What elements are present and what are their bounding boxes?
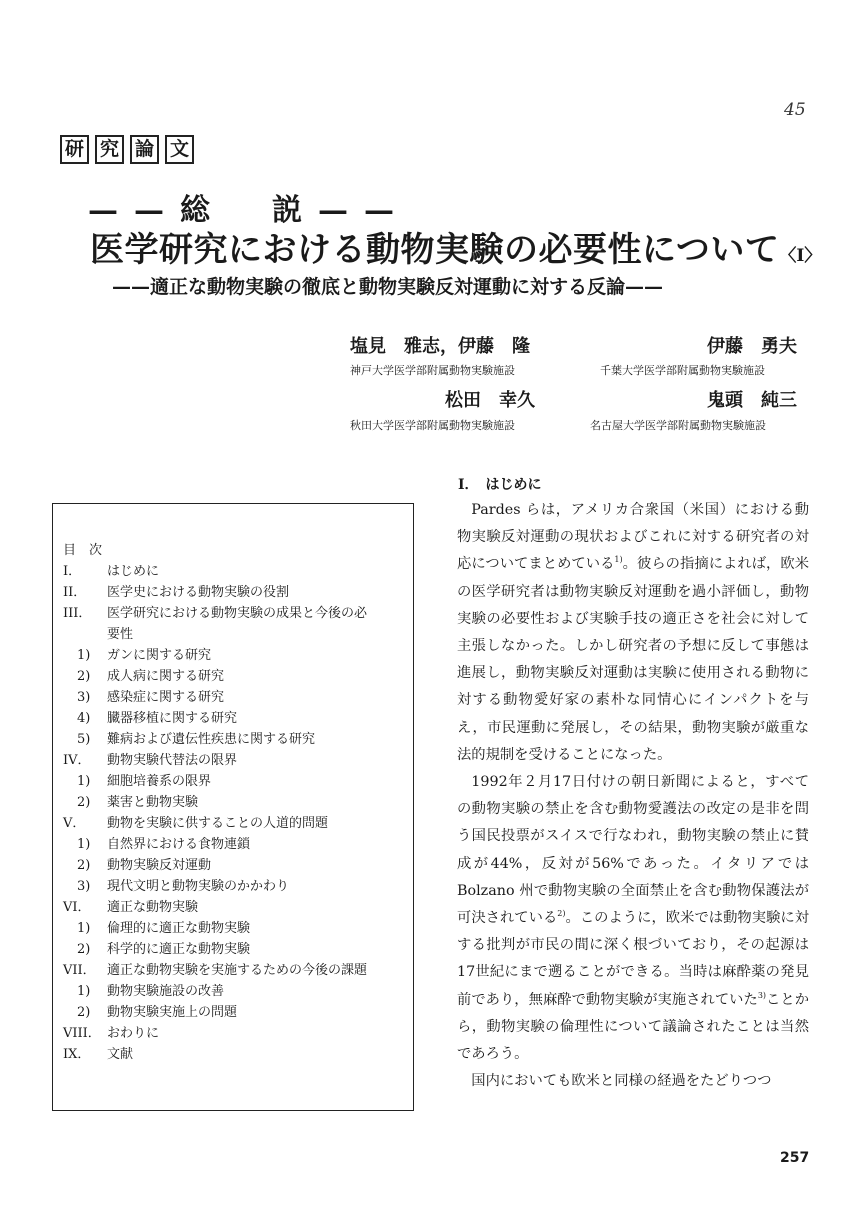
category-tags — [60, 135, 194, 164]
author-affiliation: 秋田大学医学部附属動物実験施設 — [350, 419, 515, 432]
toc-entry — [63, 981, 413, 1002]
toc-entry — [63, 1002, 413, 1023]
citation-ref: 2) — [557, 909, 566, 919]
toc-entry-number: 2) — [77, 858, 91, 873]
toc-entry — [63, 813, 413, 834]
toc-entry-number: 1) — [77, 984, 91, 999]
paragraph: 国内においても欧米と同様の経過をたどりつつ — [471, 1073, 772, 1090]
toc-entry-label: 適正な動物実験を実施するための今後の課題 — [107, 963, 368, 978]
toc-entry-number: 2) — [77, 795, 91, 810]
toc-entry — [63, 834, 413, 855]
toc-entry-number: IV． — [63, 753, 91, 768]
toc-entry-number: 4) — [77, 711, 91, 726]
toc-entry — [63, 561, 413, 582]
toc-entry-label: ガンに関する研究 — [107, 648, 212, 663]
toc-entry-label: 現代文明と動物実験のかかわり — [107, 879, 290, 894]
toc-entry-number: 2) — [77, 669, 91, 684]
toc-entry-label: 動物実験施設の改善 — [107, 984, 225, 999]
toc-entry — [63, 708, 413, 729]
toc-entry-number: VI． — [63, 900, 91, 915]
toc-entry-number: 3) — [77, 879, 91, 894]
toc-entry — [63, 855, 413, 876]
toc-entry-number: 5) — [77, 732, 91, 747]
toc-entry — [63, 729, 413, 750]
toc-entry-label: 成人病に関する研究 — [107, 669, 225, 684]
toc-entry-continuation: 要性 — [107, 627, 134, 642]
table-of-contents — [52, 503, 414, 1111]
toc-entry — [63, 750, 413, 771]
toc-entry-number: 1) — [77, 837, 91, 852]
category-tag: 研 — [60, 135, 89, 164]
toc-entry — [63, 771, 413, 792]
toc-entry-label: 動物を実験に供することの人道的問題 — [107, 816, 329, 831]
toc-entry-number: II． — [63, 585, 87, 600]
toc-entry-label: 動物実験反対運動 — [107, 858, 212, 873]
toc-entry — [63, 897, 413, 918]
author-affiliation: 千葉大学医学部附属動物実験施設 — [600, 364, 765, 377]
toc-entry-label: 適正な動物実験 — [107, 900, 199, 915]
toc-entry-label: 科学的に適正な動物実験 — [107, 942, 251, 957]
page-number-bottom: 257 — [780, 1150, 810, 1166]
toc-entry — [63, 1023, 413, 1044]
toc-entry-number: I． — [63, 564, 82, 579]
toc-entry-label: 自然界における食物連鎖 — [107, 837, 251, 852]
citation-ref: 1) — [614, 555, 623, 565]
toc-heading: 目 次 — [63, 543, 103, 558]
citation-ref: 3) — [757, 990, 767, 1000]
toc-entry-label: 難病および遺伝性疾患に関する研究 — [107, 732, 316, 747]
toc-entry — [63, 918, 413, 939]
article-category: ——総 説—— — [88, 193, 410, 228]
toc-entry — [63, 960, 413, 981]
author-affiliation: 名古屋大学医学部附属動物実験施設 — [590, 419, 766, 432]
toc-entry-label: 医学研究における動物実験の成果と今後の必 — [107, 606, 368, 621]
paragraph: 1992年２月17日付けの朝日新聞によると，すべての動物実験の禁止を含む動物愛護法の改定の是非を問う国民投票がスイスで行なわれ，動物実験の禁止に賛成が44%，反対が56%であった。イタリアでは Bolzano 州で動物実験の全面禁止を含む動物保護法が可決されている$^{2)}$。このように，欧米では動物実験に対する批判が市民の間に深く根づいており，その起源は17世紀にまで遡ることができる。当時は麻酔薬の発見前であり，無麻酔で動物実験が実施されていた$^{3)}$ことから，動物実験の倫理性について議論されたことは当然であろう。 — [457, 774, 810, 1063]
toc-entry-number: IX． — [63, 1047, 91, 1062]
category-tag: 文 — [165, 135, 194, 164]
article-subtitle: ——適正な動物実験の徹底と動物実験反対運動に対する反論—— — [112, 276, 664, 298]
author-name: 鬼頭 純三 — [707, 390, 797, 411]
toc-entry-number: VII． — [63, 963, 96, 978]
toc-entry-number: 1) — [77, 774, 91, 789]
toc-entry-number: III． — [63, 606, 92, 621]
paragraph: Pardes らは，アメリカ合衆国（米国）における動物実験反対運動の現状およびこれに対する研究者の対応についてまとめている$^{1)}$。彼らの指摘によれば，欧米の医学研究者は動物実験反対運動を過小評価し，動物実験の必要性および実験手技の適正さを社会に対して主張しなかった。しかし研究者の予想に反して事態は進展し，動物実験反対運動は実験に使用される動物に対する動物愛好家の素朴な同情心にインパクトを与え，市民運動に発展し，その結果，動物実験が厳重な法的規制を受けることになった。 — [457, 502, 810, 763]
toc-entry-label: 医学史における動物実験の役割 — [107, 585, 290, 600]
toc-entry — [63, 645, 413, 666]
toc-entry-label: 文献 — [107, 1047, 134, 1062]
toc-entry-label: 臓器移植に関する研究 — [107, 711, 238, 726]
article-title-text: 医学研究における動物実験の必要性について — [90, 230, 780, 270]
toc-entry-number: 2) — [77, 1005, 91, 1020]
toc-entry-number: VIII． — [63, 1026, 101, 1041]
article-title — [90, 222, 821, 271]
toc-entry — [63, 876, 413, 897]
toc-entry-label: 細胞培養系の限界 — [107, 774, 212, 789]
toc-entry-number: 1) — [77, 648, 91, 663]
toc-entry — [63, 582, 413, 603]
toc-entry-label: 薬害と動物実験 — [107, 795, 199, 810]
body-text — [457, 497, 809, 1095]
toc-entry-label: おわりに — [107, 1026, 160, 1041]
toc-entry-label: 倫理的に適正な動物実験 — [107, 921, 251, 936]
toc-entry — [63, 666, 413, 687]
toc-entry-number: 1) — [77, 921, 91, 936]
toc-entry-number: V． — [63, 816, 86, 831]
toc-entry — [63, 687, 413, 708]
toc-entry-label: 動物実験実施上の問題 — [107, 1005, 238, 1020]
toc-entry-number: 3) — [77, 690, 91, 705]
toc-entry-label: はじめに — [107, 564, 160, 579]
author-name: 伊藤 勇夫 — [707, 336, 797, 357]
toc-entry-number: 2) — [77, 942, 91, 957]
article-part-label: 〈I〉 — [779, 246, 822, 266]
section-heading: I． はじめに — [458, 477, 542, 493]
page-number-top: 45 — [784, 100, 806, 120]
toc-list — [63, 561, 413, 1065]
author-name: 松田 幸久 — [445, 390, 535, 411]
toc-entry-label: 感染症に関する研究 — [107, 690, 225, 705]
toc-entry-label: 動物実験代替法の限界 — [107, 753, 238, 768]
toc-entry — [63, 792, 413, 813]
author-name: 塩見 雅志，伊藤 隆 — [350, 336, 530, 357]
toc-entry — [63, 939, 413, 960]
category-tag: 究 — [95, 135, 124, 164]
author-affiliation: 神戸大学医学部附属動物実験施設 — [350, 364, 515, 377]
toc-entry — [63, 1044, 413, 1065]
category-tag: 論 — [130, 135, 159, 164]
toc-entry — [63, 603, 413, 624]
